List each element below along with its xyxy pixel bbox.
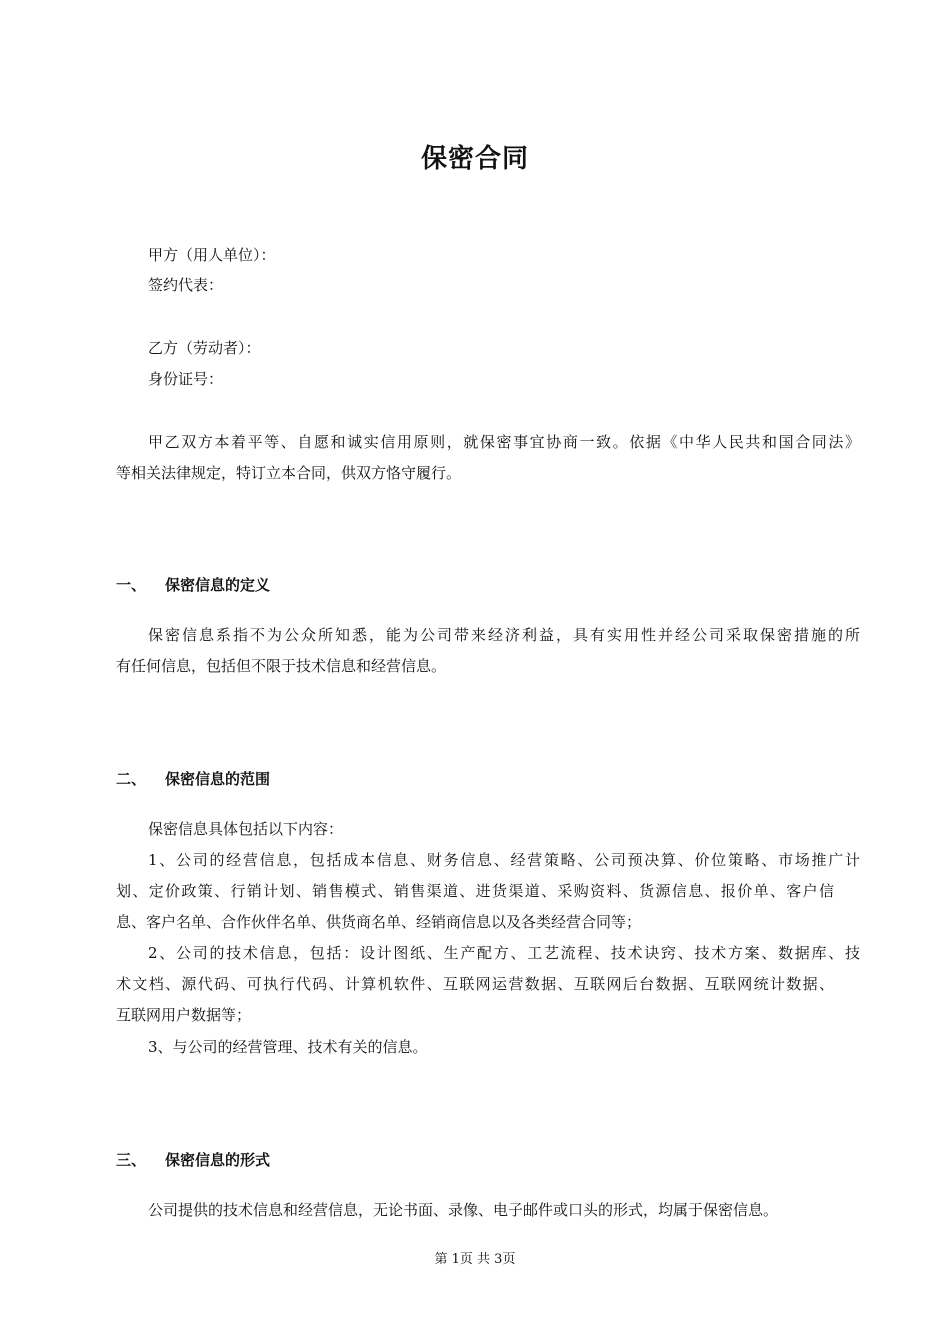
party-a-representative-label: 签约代表： bbox=[148, 276, 224, 294]
section-line: 息、客户名单、合作伙伴名单、供货商名单、经销商信息以及各类经营合同等； bbox=[116, 913, 642, 931]
section-line: 3、与公司的经营管理、技术有关的信息。 bbox=[148, 1038, 428, 1056]
section-line: 1、公司的经营信息，包括成本信息、财务信息、经营策略、公司预决算、价位策略、市场推广计 bbox=[148, 851, 860, 869]
section-line: 互联网用户数据等； bbox=[116, 1006, 252, 1024]
document-title: 保密合同 bbox=[420, 144, 529, 174]
section-line: 2、公司的技术信息，包括：设计图纸、生产配方、工艺流程、技术诀窍、技术方案、数据库、技 bbox=[148, 944, 860, 962]
section-line: 保密信息系指不为公众所知悉，能为公司带来经济利益，具有实用性并经公司采取保密措施的所 bbox=[148, 626, 860, 644]
section-heading: 保密信息的定义 bbox=[165, 576, 271, 594]
section-line: 有任何信息，包括但不限于技术信息和经营信息。 bbox=[116, 657, 447, 675]
section-number: 二、 bbox=[116, 770, 147, 788]
party-b-label: 乙方（劳动者）： bbox=[148, 339, 261, 357]
section-heading: 保密信息的范围 bbox=[165, 770, 271, 788]
section-line: 划、定价政策、行销计划、销售模式、销售渠道、进货渠道、采购资料、货源信息、报价单、客户信 bbox=[116, 882, 834, 900]
party-a-label: 甲方（用人单位）： bbox=[148, 246, 276, 264]
section-number: 三、 bbox=[116, 1151, 147, 1169]
party-b-id-label: 身份证号： bbox=[148, 370, 224, 388]
section-number: 一、 bbox=[116, 576, 147, 594]
section-line: 术文档、源代码、可执行代码、计算机软件、互联网运营数据、互联网后台数据、互联网统计数据、 bbox=[116, 975, 834, 993]
section-heading: 保密信息的形式 bbox=[165, 1151, 271, 1169]
section-line: 保密信息具体包括以下内容： bbox=[148, 820, 344, 838]
preamble-line: 甲乙双方本着平等、自愿和诚实信用原则，就保密事宜协商一致。依据《中华人民共和国合同法》 bbox=[148, 433, 860, 451]
section-line: 公司提供的技术信息和经营信息，无论书面、录像、电子邮件或口头的形式，均属于保密信息。 bbox=[148, 1201, 779, 1219]
preamble-line: 等相关法律规定，特订立本合同，供双方恪守履行。 bbox=[116, 464, 462, 482]
page-footer: 第 1页 共 3页 bbox=[434, 1252, 516, 1267]
